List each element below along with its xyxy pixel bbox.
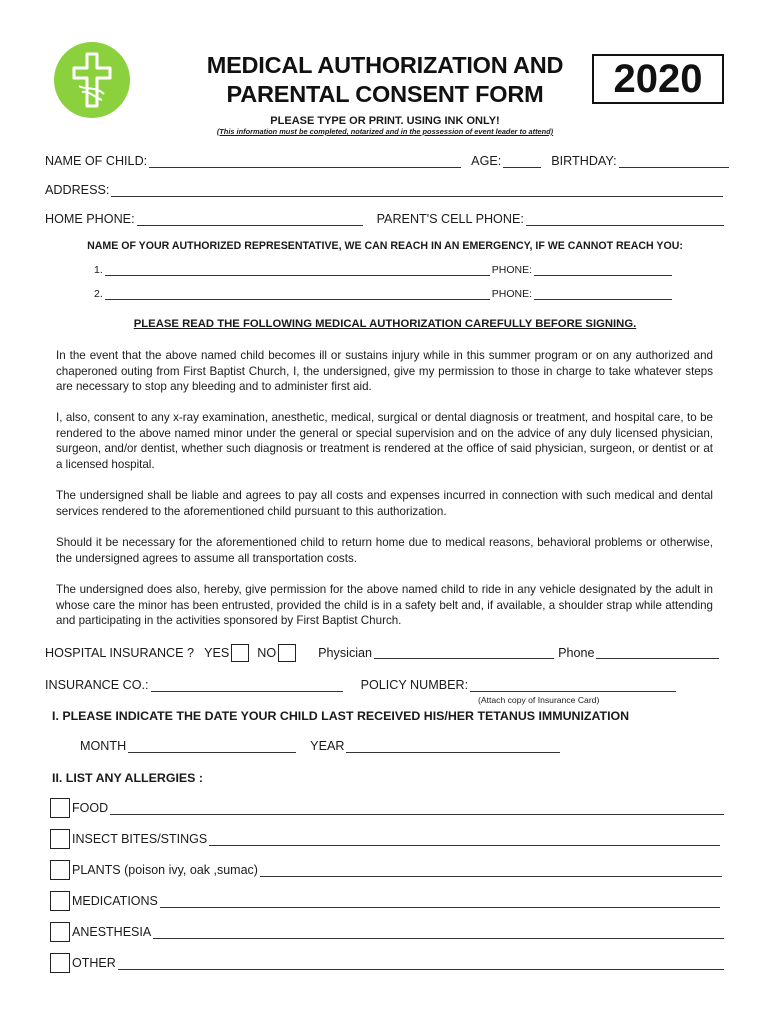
age-label: AGE: (471, 154, 502, 168)
tetanus-heading: I. PLEASE INDICATE THE DATE YOUR CHILD LAST RECEIVED HIS/HER TETANUS IMMUNIZATION (52, 709, 630, 723)
attach-card-note: (Attach copy of Insurance Card) (478, 695, 600, 705)
parent-cell-label: PARENT'S CELL PHONE: (376, 212, 524, 226)
rep-2-name-field[interactable] (105, 289, 490, 300)
allergy-row-food (50, 798, 726, 818)
child-name-label: NAME OF CHILD: (45, 154, 148, 168)
allergy-plants-field[interactable] (260, 864, 722, 877)
month-field[interactable] (128, 741, 296, 753)
allergy-medications-field[interactable] (160, 895, 720, 908)
allergy-anesthesia-field[interactable] (153, 926, 724, 939)
hospital-insurance-label: HOSPITAL INSURANCE ? (45, 646, 195, 660)
rep-1-number: 1. (94, 264, 103, 276)
instruction: PLEASE TYPE OR PRINT. USING INK ONLY! (270, 115, 500, 127)
yes-label: YES (204, 646, 230, 660)
allergy-food-checkbox[interactable] (50, 798, 70, 818)
representative-row-2 (94, 288, 674, 300)
allergy-row-plants (50, 860, 724, 880)
rep-1-phone-field[interactable] (534, 265, 672, 276)
allergy-row-other (50, 953, 726, 973)
year-field[interactable] (346, 741, 560, 753)
physician-phone-label: Phone (558, 646, 595, 660)
allergy-food-label: FOOD (72, 801, 109, 815)
representative-row-1 (94, 264, 674, 276)
allergy-other-checkbox[interactable] (50, 953, 70, 973)
allergy-other-field[interactable] (118, 957, 724, 970)
allergy-insect-field[interactable] (209, 833, 720, 846)
parent-cell-field[interactable] (526, 214, 724, 226)
month-label: MONTH (80, 739, 127, 753)
address-row (45, 183, 725, 197)
address-label: ADDRESS: (45, 183, 110, 197)
allergy-medications-label: MEDICATIONS (72, 894, 158, 908)
address-field[interactable] (111, 185, 723, 197)
authorization-paragraph-2: I, also, consent to any x-ray examination, anesthetic, medical, surgical or dental diagnosis or treatment, and hospital care, to be rendered to the above named minor under the general or special supervision and on the advice of any duly licensed physician, surgeon, and/or dentist, whether such diagnosis or treatment is rendered at the office of said physician, surgeon, or dentist or at a licensed hospital. (56, 411, 713, 471)
home-phone-field[interactable] (137, 214, 363, 226)
allergy-other-label: OTHER (72, 956, 116, 970)
allergy-anesthesia-label: ANESTHESIA (72, 925, 152, 939)
form-title (170, 51, 600, 109)
allergy-row-anesthesia (50, 922, 726, 942)
title-line-2: PARENTAL CONSENT FORM (226, 81, 544, 107)
phone-row (45, 212, 726, 226)
policy-number-label: POLICY NUMBER: (360, 678, 469, 692)
insurance-company-field[interactable] (151, 680, 343, 692)
allergies-heading: II. LIST ANY ALLERGIES : (52, 771, 203, 785)
authorization-paragraph-5: The undersigned does also, hereby, give permission for the above named child to ride in any vehicle designated by the adult in whose care the minor has been entrusted, provided the child is in a safety belt and, if available, a shoulder strap while attending and participating in the activities sponsored by First Baptist Church. (56, 583, 713, 628)
allergy-insect-label: INSECT BITES/STINGS (72, 832, 208, 846)
rep-2-number: 2. (94, 288, 103, 300)
authorization-paragraph-3: The undersigned shall be liable and agrees to pay all costs and expenses incurred in connection with such medical and dental services rendered to the aforementioned child pursuant to this authorization. (56, 489, 713, 518)
child-name-field[interactable] (149, 156, 461, 168)
age-field[interactable] (503, 156, 541, 168)
allergy-food-field[interactable] (110, 802, 724, 815)
rep-2-phone-field[interactable] (534, 289, 672, 300)
insurance-company-row (45, 678, 678, 692)
no-label: NO (257, 646, 277, 660)
home-phone-label: HOME PHONE: (45, 212, 135, 226)
representative-heading: NAME OF YOUR AUTHORIZED REPRESENTATIVE, WE CAN REACH IN AN EMERGENCY, IF WE CANNOT REACH YOU: (87, 240, 683, 252)
tetanus-date-row (80, 739, 562, 753)
policy-number-field[interactable] (470, 680, 676, 692)
allergy-insect-checkbox[interactable] (50, 829, 70, 849)
cross-icon (52, 40, 132, 120)
year-badge: 2020 (592, 54, 724, 104)
authorization-heading: PLEASE READ THE FOLLOWING MEDICAL AUTHORIZATION CAREFULLY BEFORE SIGNING. (133, 318, 637, 330)
physician-phone-field[interactable] (596, 647, 719, 659)
authorization-paragraph-4: Should it be necessary for the aforementioned child to return home due to medical reasons, behavioral problems or otherwise, the undersigned agrees to assume all transportation costs. (56, 536, 713, 565)
rep-1-phone-label: PHONE: (491, 264, 533, 276)
rep-2-phone-label: PHONE: (491, 288, 533, 300)
title-line-1: MEDICAL AUTHORIZATION AND (206, 52, 564, 78)
instruction-note: (This information must be completed, notarized and in the possession of event leader to attend) (216, 127, 554, 136)
year-label: YEAR (310, 739, 345, 753)
birthday-field[interactable] (619, 156, 729, 168)
no-checkbox[interactable] (278, 644, 296, 662)
child-name-row (45, 154, 731, 168)
allergy-medications-checkbox[interactable] (50, 891, 70, 911)
allergy-anesthesia-checkbox[interactable] (50, 922, 70, 942)
allergy-row-medications (50, 891, 722, 911)
allergy-plants-label: PLANTS (poison ivy, oak ,sumac) (72, 863, 258, 877)
birthday-label: BIRTHDAY: (551, 154, 617, 168)
allergy-row-insect (50, 829, 722, 849)
rep-1-name-field[interactable] (105, 265, 490, 276)
allergy-plants-checkbox[interactable] (50, 860, 70, 880)
physician-field[interactable] (374, 647, 554, 659)
yes-checkbox[interactable] (231, 644, 249, 662)
hospital-insurance-row (45, 644, 721, 662)
authorization-paragraph-1: In the event that the above named child becomes ill or sustains injury while in this summer program or on any authorized and chaperoned outing from First Baptist Church, I, the undersigned, give my permission to those in charge to take whatever steps are necessary to stop any bleeding and to administer first aid. (56, 349, 713, 394)
insurance-company-label: INSURANCE CO.: (45, 678, 149, 692)
physician-label: Physician (318, 646, 373, 660)
